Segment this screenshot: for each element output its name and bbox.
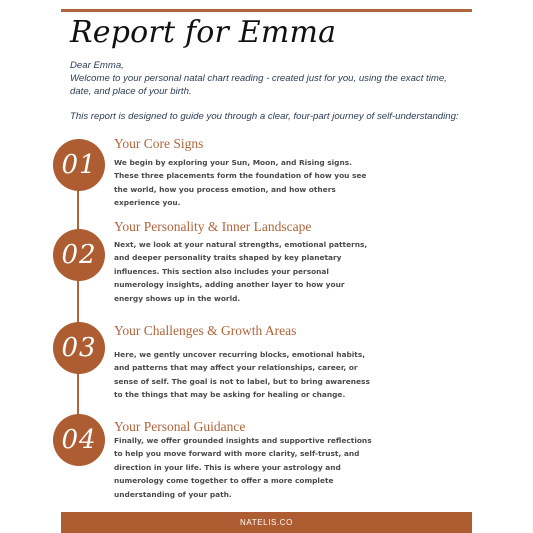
section-title-challenges: Your Challenges & Growth Areas <box>114 323 297 338</box>
section-number-badge-2 <box>53 229 105 281</box>
welcome-text: Welcome to your personal natal chart reading - created just for you, using the exact time, date, and place of your birth. <box>70 73 447 98</box>
section-body-guidance: Finally, we offer grounded insights and supportive reflections to help you move forward with more clarity, self-trust, and direction in your life. This is where your astrology and numerology come together to offer a more complete understanding of your path. <box>114 436 372 499</box>
page-title: Report for Emma <box>70 15 337 50</box>
section-number: 04 <box>61 425 97 455</box>
footer-bar <box>61 512 472 533</box>
section-number: 02 <box>61 240 97 270</box>
greeting: Dear Emma, <box>70 60 124 71</box>
section-body-challenges: Here, we gently uncover recurring blocks, emotional habits, and patterns that may affect your relationships, career, or sense of self. The goal is not to label, but to bring awareness to the things that may be asking for healing or change. <box>114 350 370 400</box>
section-title-guidance: Your Personal Guidance <box>114 419 246 434</box>
footer-brand: NATELIS.CO <box>240 518 293 527</box>
section-number: 01 <box>61 150 97 180</box>
section-number-badge-4 <box>53 414 105 466</box>
section-body-core-signs: We begin by exploring your Sun, Moon, and Rising signs. These three placements form the foundation of how you see the world, how you process emotion, and how others experience you. <box>114 158 367 208</box>
top-divider <box>61 9 472 12</box>
report-scope-text: This report is designed to guide you through a clear, four-part journey of self-understanding: <box>70 111 459 122</box>
section-body-personality: Next, we look at your natural strengths, emotional patterns, and deeper personality traits shaped by key planetary influences. This section also includes your personal numerology insights, adding another layer to how your energy shows up in the world. <box>114 240 368 303</box>
section-title-core-signs: Your Core Signs <box>114 136 204 151</box>
section-number: 03 <box>61 333 97 363</box>
section-number-badge-1 <box>53 139 105 191</box>
section-number-badge-3 <box>53 322 105 374</box>
timeline-connector <box>77 160 79 440</box>
section-title-personality: Your Personality & Inner Landscape <box>114 219 312 234</box>
